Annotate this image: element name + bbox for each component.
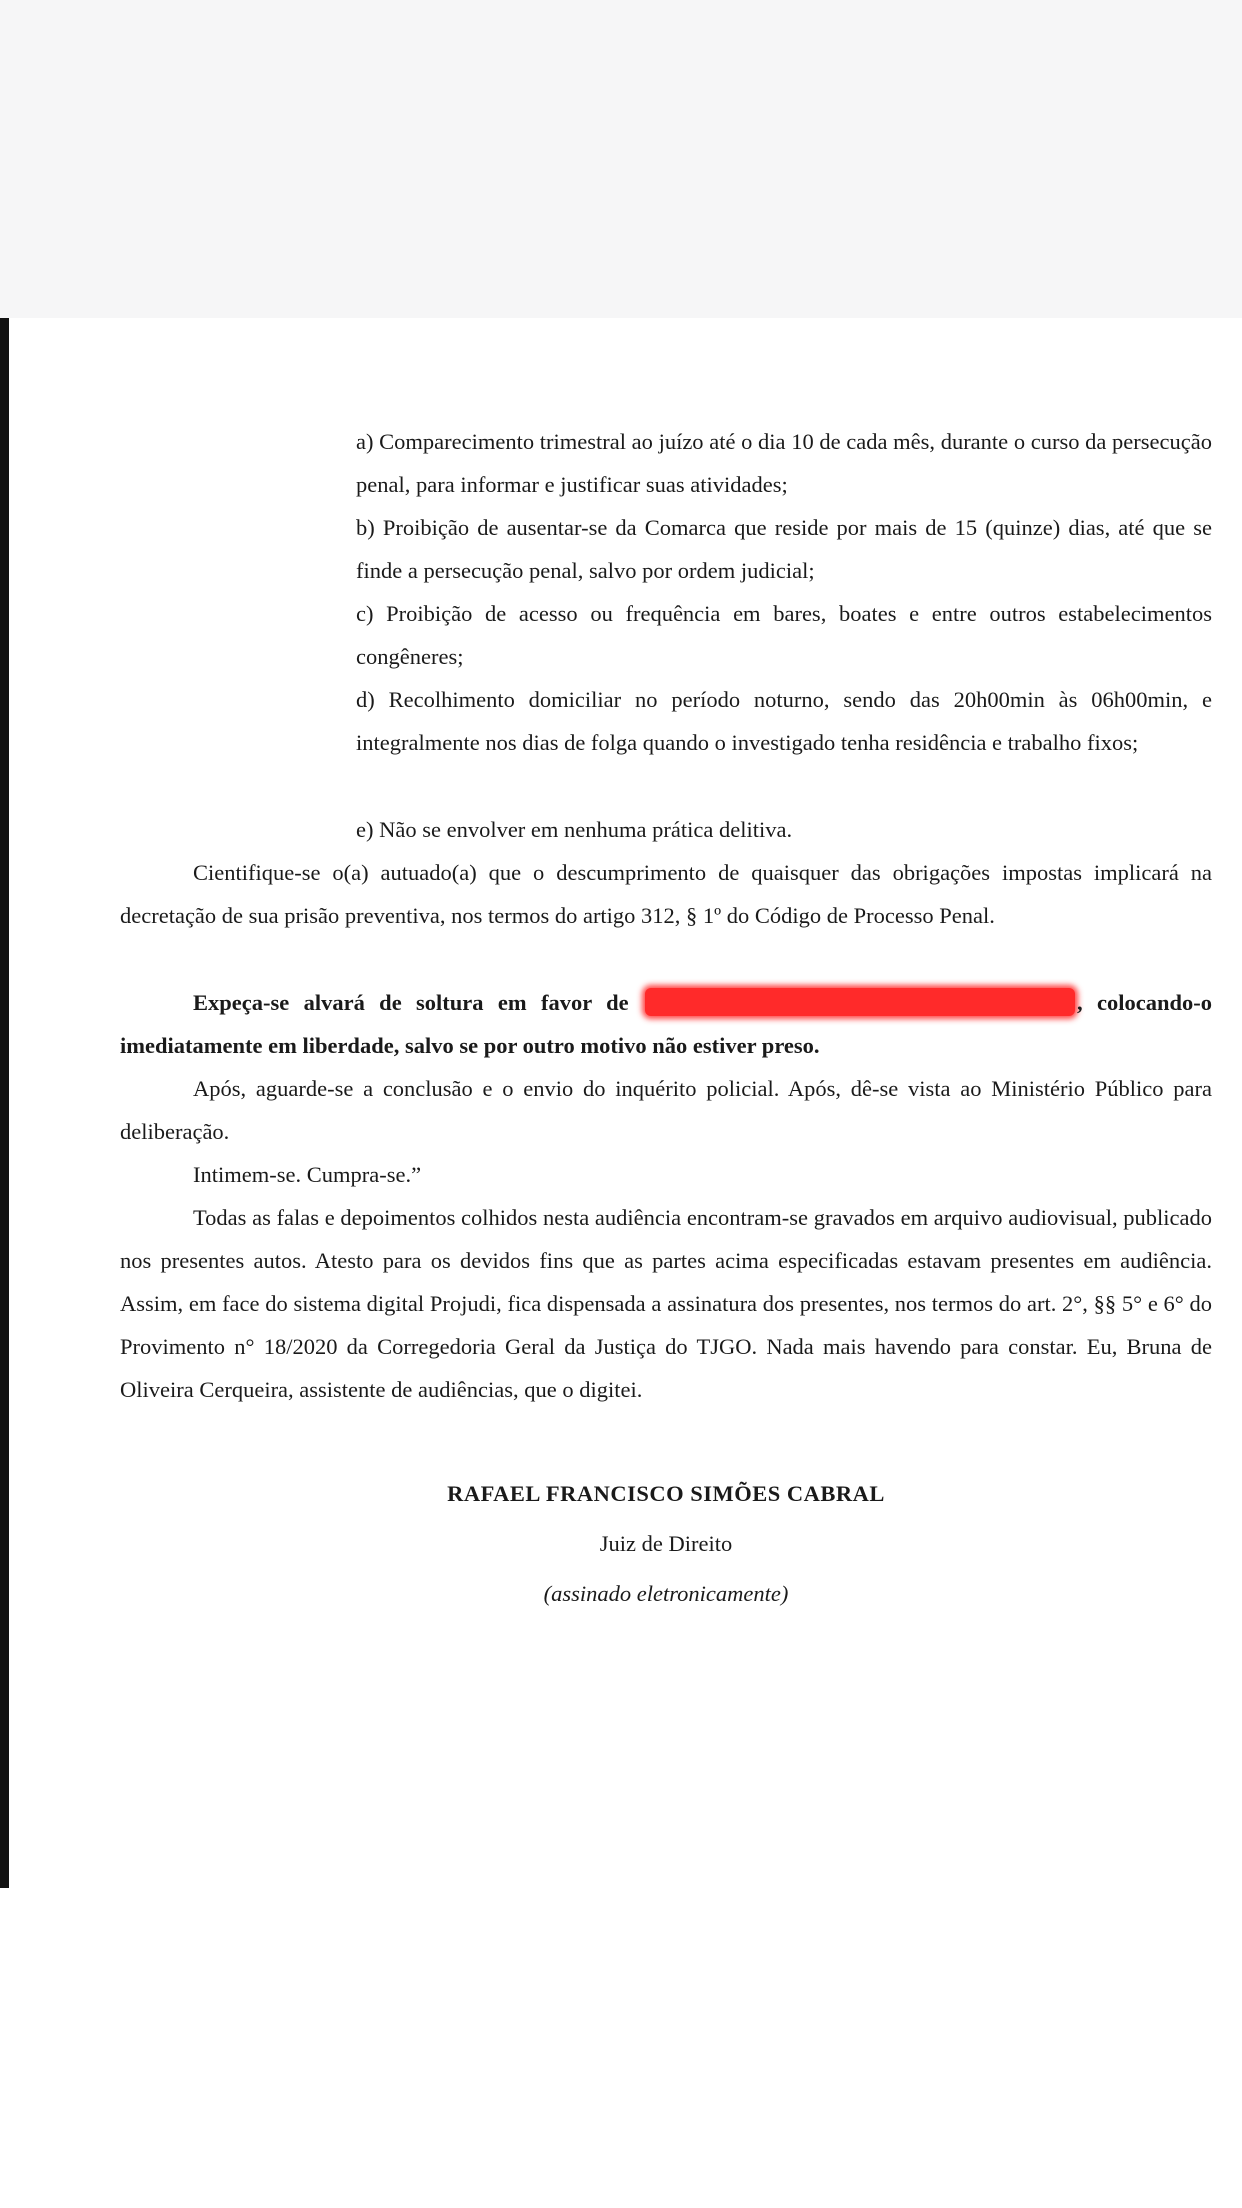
judge-name: RAFAEL FRANCISCO SIMÕES CABRAL bbox=[447, 1481, 885, 1506]
page-left-edge bbox=[0, 318, 9, 1888]
bottom-margin-band bbox=[0, 1888, 1242, 2208]
redaction-mark bbox=[645, 988, 1075, 1016]
release-order-text-tail: , colocando-o imediatamente em liberdade, salvo se por outro motivo não estiver preso. bbox=[120, 990, 1212, 1058]
release-order-text: Expeça-se alvará de soltura em favor de bbox=[193, 990, 629, 1015]
condition-item-b: b) Proibição de ausentar-se da Comarca que reside por mais de 15 (quinze) dias, até que se finde a persecução penal, salvo por ordem judicial; bbox=[356, 515, 1212, 583]
top-margin-band bbox=[0, 0, 1242, 318]
apos-paragraph: Após, aguarde-se a conclusão e o envio do inquérito policial. Após, dê-se vista ao Ministério Público para deliberação. bbox=[120, 1076, 1212, 1144]
cientifique-paragraph: Cientifique-se o(a) autuado(a) que o descumprimento de quaisquer das obrigações impostas implicará na decretação de sua prisão preventiva, nos termos do artigo 312, § 1º do Código de Processo Penal. bbox=[120, 860, 1212, 928]
condition-item-d: d) Recolhimento domiciliar no período noturno, sendo das 20h00min às 06h00min, e integralmente nos dias de folga quando o investigado tenha residência e trabalho fixos; bbox=[356, 687, 1212, 755]
signature-note: (assinado eletronicamente) bbox=[543, 1581, 789, 1606]
release-order-paragraph bbox=[120, 981, 1212, 1067]
condition-item-c: c) Proibição de acesso ou frequência em bares, boates e entre outros estabelecimentos congêneres; bbox=[356, 601, 1212, 669]
intimem-paragraph: Intimem-se. Cumpra-se.” bbox=[193, 1162, 422, 1187]
judge-role: Juiz de Direito bbox=[599, 1531, 733, 1556]
condition-item-e: e) Não se envolver em nenhuma prática delitiva. bbox=[356, 817, 793, 842]
condition-item-a: a) Comparecimento trimestral ao juízo até o dia 10 de cada mês, durante o curso da persecução penal, para informar e justificar suas atividades; bbox=[356, 429, 1212, 497]
closing-paragraph: Todas as falas e depoimentos colhidos nesta audiência encontram-se gravados em arquivo audiovisual, publicado nos presentes autos. Atesto para os devidos fins que as partes acima especificadas estavam presentes em audiência. Assim, em face do sistema digital Projudi, fica dispensada a assinatura dos presentes, nos termos do art. 2°, §§ 5° e 6° do Provimento n° 18/2020 da Corregedoria Geral da Justiça do TJGO. Nada mais havendo para constar. Eu, Bruna de Oliveira Cerqueira, assistente de audiências, que o digitei. bbox=[120, 1205, 1212, 1402]
